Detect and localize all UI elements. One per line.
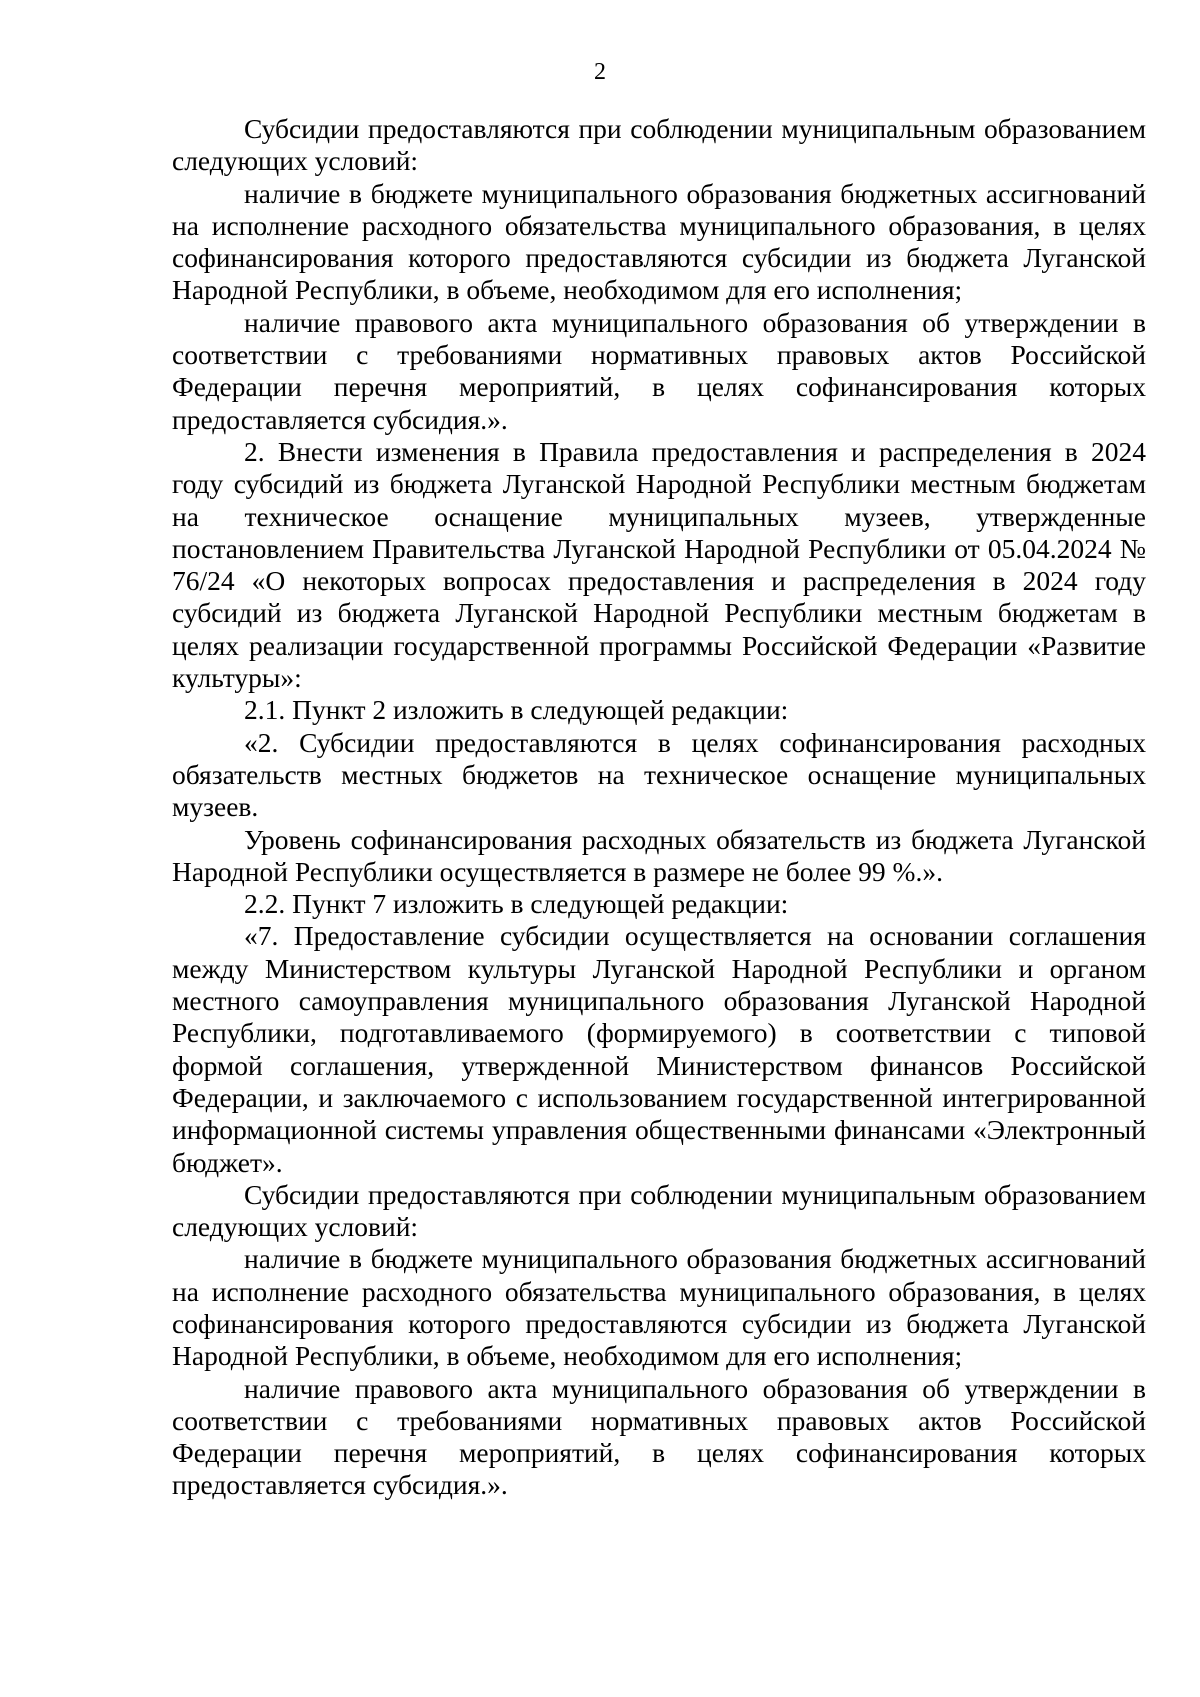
paragraph-item-2-2: 2.2. Пункт 7 изложить в следующей редакции: [244, 888, 789, 920]
paragraph-new-point-2: «2. Субсидии предоставляются в целях софинансирования расходных обязательств местных бюджетов на техническое оснащение муниципальных музеев. [172, 726, 1146, 823]
document-body [172, 113, 1146, 1502]
page-number: 2 [594, 59, 606, 85]
paragraph-budget-allocation-condition-repeat: наличие в бюджете муниципального образования бюджетных ассигнований на исполнение расходного обязательства муниципального образования, в целях софинансирования которого предоставляются субсидии из бюджета Луганской Народной Республики, в объеме, необходимом для его исполнения; [172, 1243, 1146, 1372]
paragraph-new-point-7: «7. Предоставление субсидии осуществляется на основании соглашения между Министерством культуры Луганской Народной Республики и органом местного самоуправления муниципального образования Луганской Народной Республики, подготавливаемого (формируемого) в соответствии с типовой формой соглашения, утвержденной Министерством финансов Российской Федерации, и заключаемого с использованием государственной интегрированной информационной системы управления общественными финансами «Электронный бюджет». [172, 920, 1146, 1178]
paragraph-cofinancing-level: Уровень софинансирования расходных обязательств из бюджета Луганской Народной Республики осуществляется в размере не более 99 %.». [172, 823, 1146, 887]
paragraph-legal-act-condition: наличие правового акта муниципального образования об утверждении в соответствии с требованиями нормативных правовых актов Российской Федерации перечня мероприятий, в целях софинансирования которых предоставляется субсидия.». [172, 306, 1146, 435]
paragraph-budget-allocation-condition: наличие в бюджете муниципального образования бюджетных ассигнований на исполнение расходного обязательства муниципального образования, в целях софинансирования которого предоставляются субсидии из бюджета Луганской Народной Республики, в объеме, необходимом для его исполнения; [172, 177, 1146, 306]
paragraph-item-2-amendments: 2. Внести изменения в Правила предоставления и распределения в 2024 году субсидий из бюджета Луганской Народной Республики местным бюджетам на техническое оснащение муниципальных музеев, утвержденные постановлением Правительства Луганской Народной Республики от 05.04.2024 № 76/24 «О некоторых вопросах предоставления и распределения в 2024 году субсидий из бюджета Луганской Народной Республики местным бюджетам в целях реализации государственной программы Российской Федерации «Развитие культуры»: [172, 435, 1146, 694]
paragraph-item-2-1: 2.1. Пункт 2 изложить в следующей редакции: [244, 694, 789, 726]
paragraph-legal-act-condition-repeat: наличие правового акта муниципального образования об утверждении в соответствии с требованиями нормативных правовых актов Российской Федерации перечня мероприятий, в целях софинансирования которых предоставляется субсидия.». [172, 1372, 1146, 1501]
paragraph-subsidies-conditions-repeat: Субсидии предоставляются при соблюдении муниципальным образованием следующих условий: [172, 1178, 1146, 1243]
paragraph-subsidies-conditions: Субсидии предоставляются при соблюдении муниципальным образованием следующих условий: [172, 113, 1146, 177]
